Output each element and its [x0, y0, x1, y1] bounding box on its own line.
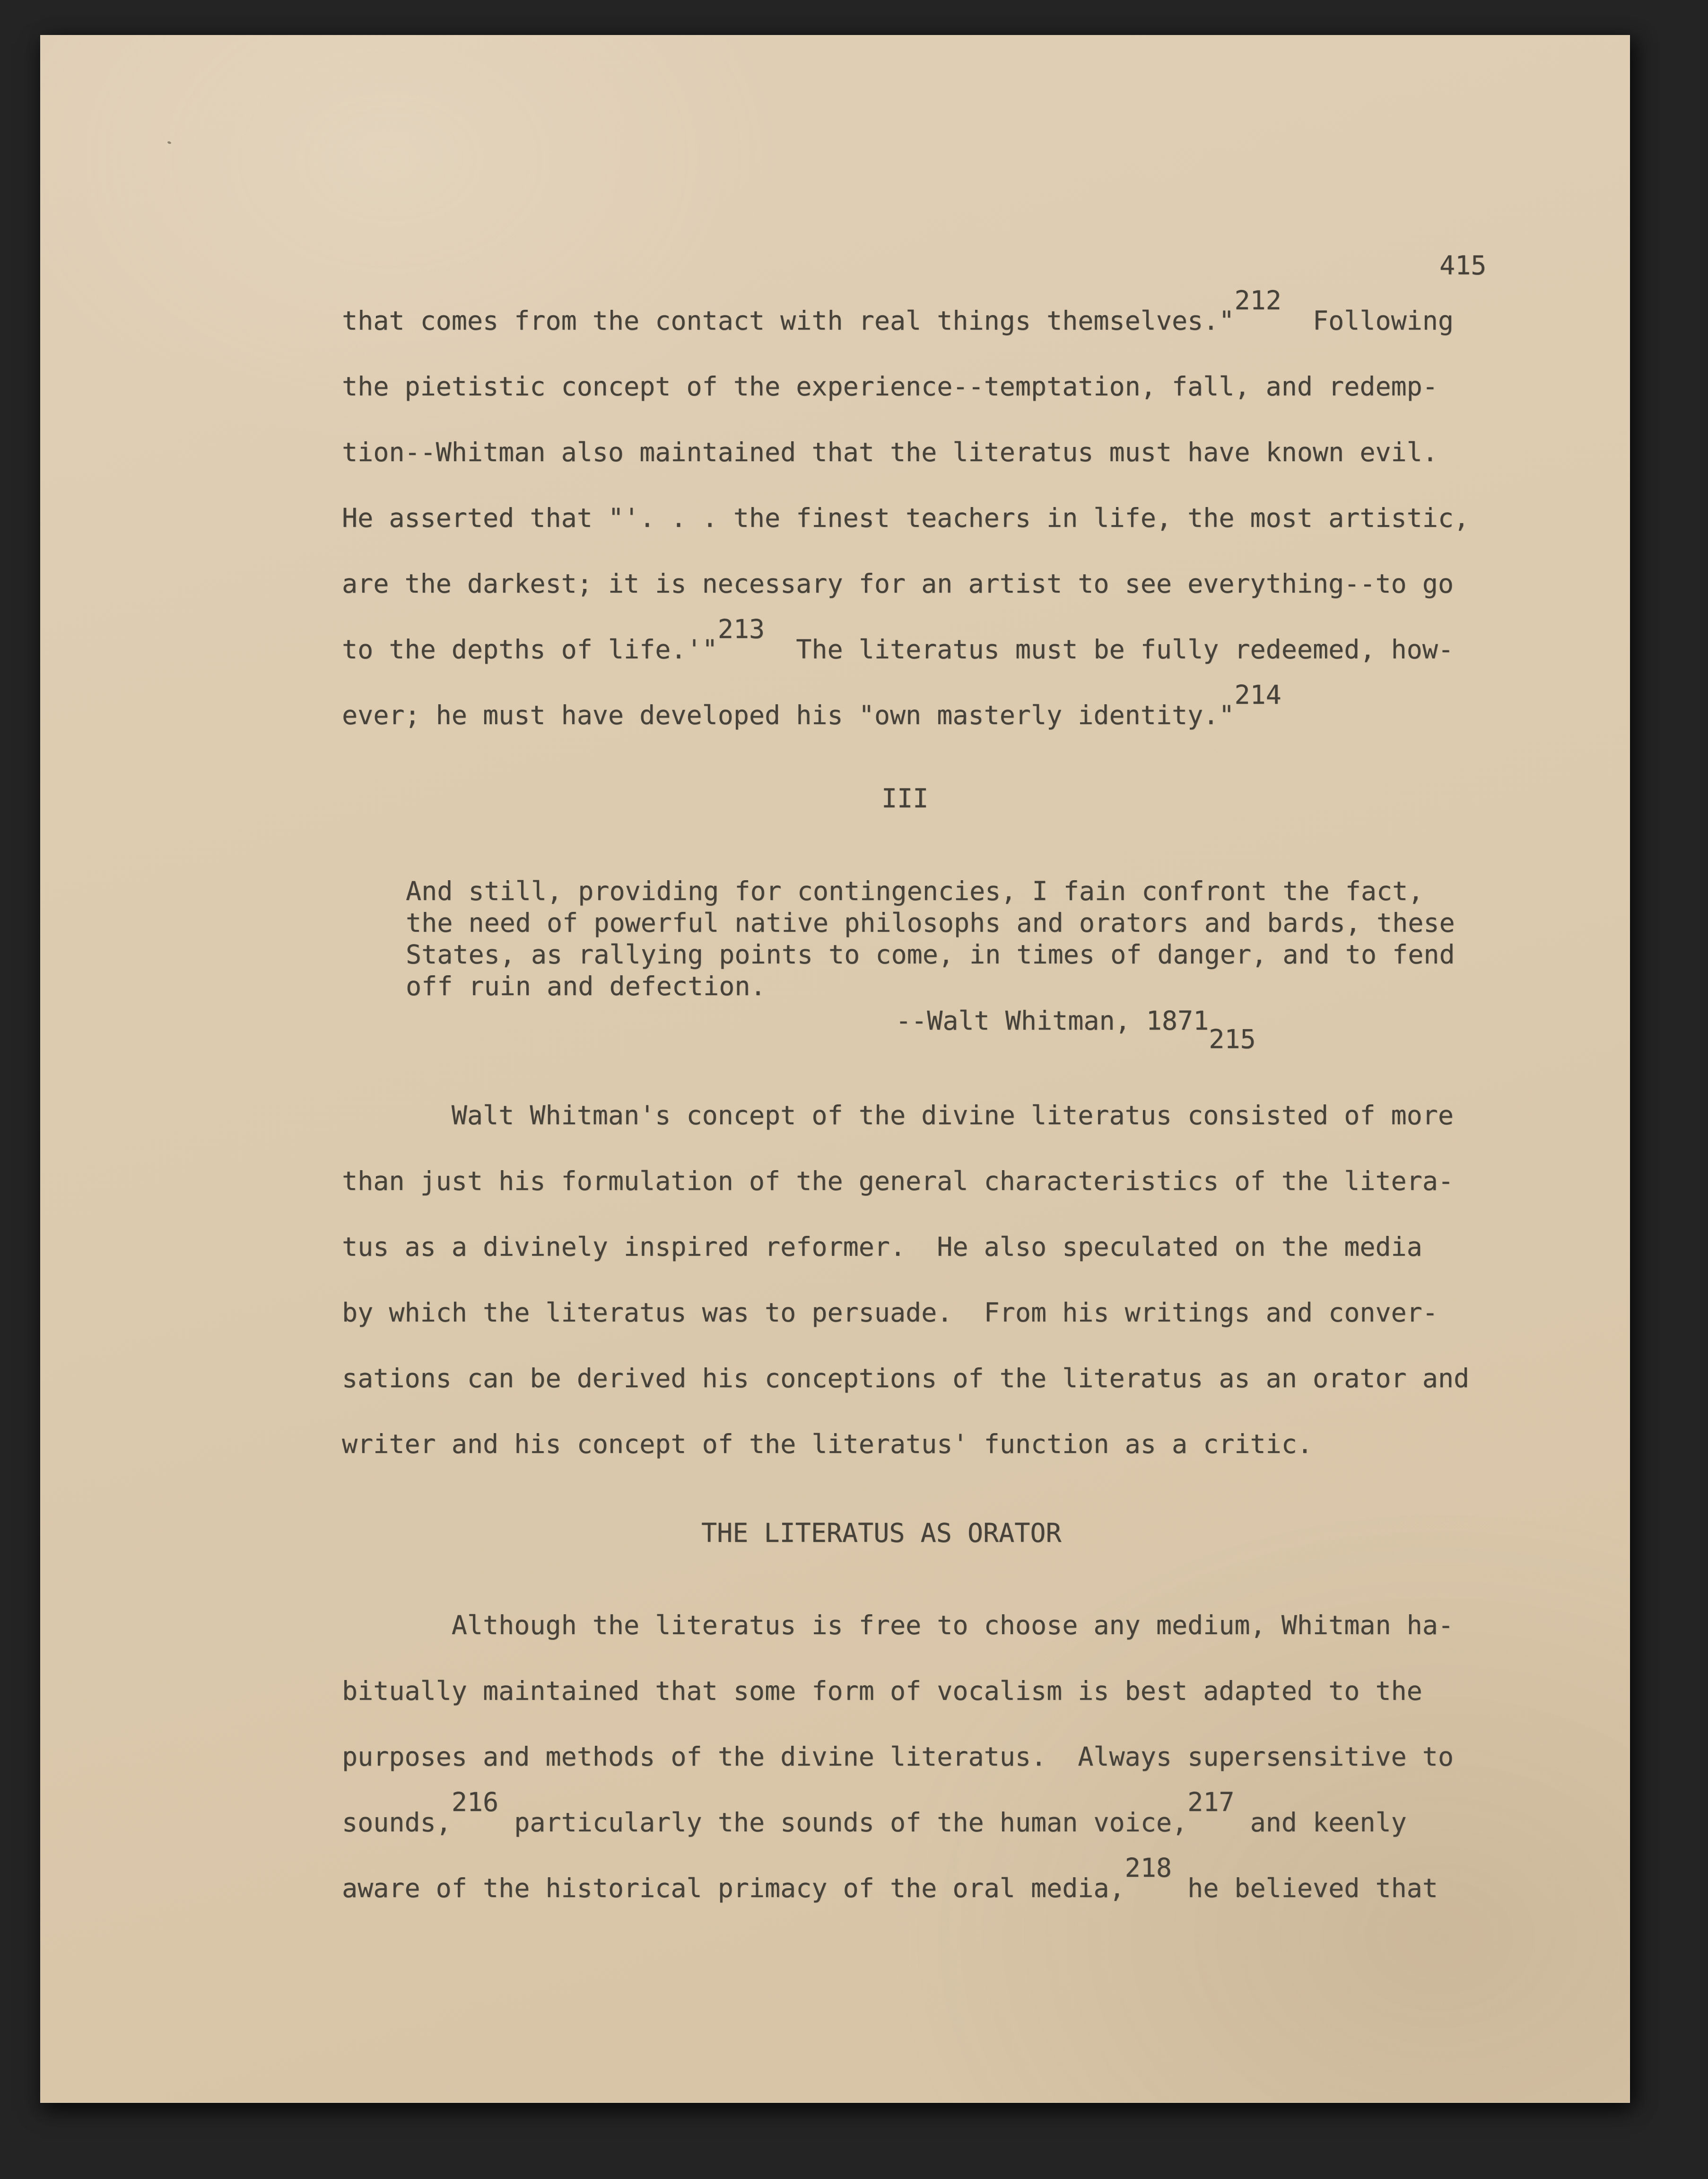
- text-run: by which the literatus was to persuade. From his writings and conver-: [342, 1297, 1438, 1328]
- text-run: The literatus must be fully redeemed, how-: [765, 634, 1454, 665]
- text-line: [342, 1658, 1454, 1724]
- text-line: [342, 354, 1469, 420]
- paragraph-middle: [342, 1083, 1469, 1477]
- footnote-superscript: 214: [1234, 680, 1281, 710]
- text-line: [342, 1148, 1469, 1214]
- text-run: the pietistic concept of the experience--temptation, fall, and redemp-: [342, 371, 1438, 402]
- text-line: [342, 1724, 1454, 1790]
- page-number: 415: [1439, 250, 1487, 280]
- text-run: Although the literatus is free to choose any medium, Whitman ha-: [342, 1610, 1454, 1640]
- text-line: [342, 1593, 1454, 1658]
- text-run: He asserted that "'. . . the finest teachers in life, the most artistic,: [342, 503, 1470, 533]
- text-run: Following: [1281, 306, 1454, 336]
- text-line: [342, 1214, 1469, 1280]
- text-line: [342, 1855, 1454, 1921]
- text-line: [406, 971, 1455, 1002]
- text-run: sounds,: [342, 1807, 452, 1838]
- text-run: And still, providing for contingencies, I fain confront the fact,: [406, 876, 1424, 906]
- typescript-page: [40, 35, 1630, 2103]
- text-run: than just his formulation of the general characteristics of the litera-: [342, 1166, 1454, 1196]
- text-line: [342, 420, 1469, 485]
- text-run: tus as a divinely inspired reformer. He also speculated on the media: [342, 1232, 1422, 1262]
- text-run: bitually maintained that some form of vocalism is best adapted to the: [342, 1676, 1422, 1706]
- text-run: Walt Whitman's concept of the divine literatus consisted of more: [342, 1100, 1454, 1130]
- text-run: off ruin and defection.: [406, 971, 766, 1001]
- text-line: [342, 285, 1469, 354]
- text-run: particularly the sounds of the human voice,: [498, 1807, 1188, 1838]
- text-run: States, as rallying points to come, in times of danger, and to fend: [406, 939, 1455, 970]
- quote-attribution: [896, 1005, 1256, 1054]
- text-line: [406, 875, 1455, 907]
- text-run: are the darkest; it is necessary for an artist to see everything--to go: [342, 569, 1454, 599]
- footnote-superscript: 213: [717, 614, 765, 645]
- section-heading-iii: III: [881, 783, 929, 814]
- text-line: [406, 939, 1455, 971]
- text-line: [342, 551, 1469, 617]
- text-run: writer and his concept of the literatus' function as a critic.: [342, 1429, 1313, 1459]
- footnote-superscript: 218: [1124, 1853, 1172, 1883]
- text-line: [342, 1787, 1454, 1855]
- text-run: purposes and methods of the divine literatus. Always supersensitive to: [342, 1741, 1454, 1772]
- text-line: [342, 1411, 1469, 1477]
- text-line: [342, 485, 1469, 551]
- paragraph-bottom: [342, 1593, 1454, 1921]
- paper-speck: [167, 141, 171, 144]
- text-run: aware of the historical primacy of the oral media,: [342, 1873, 1125, 1903]
- text-line: [896, 1005, 1256, 1054]
- paragraph-top: [342, 285, 1470, 748]
- footnote-superscript: 217: [1187, 1787, 1235, 1818]
- text-line: [342, 1346, 1469, 1411]
- text-line: [342, 680, 1469, 748]
- text-run: --Walt Whitman, 1871: [896, 1006, 1209, 1036]
- text-line: [342, 1083, 1469, 1148]
- text-run: he believed that: [1171, 1873, 1438, 1903]
- footnote-superscript: 216: [451, 1787, 499, 1818]
- text-line: [342, 614, 1469, 683]
- section-heading-literatus-as-orator: THE LITERATUS AS ORATOR: [701, 1518, 1062, 1548]
- text-line: [406, 907, 1455, 939]
- text-line: [342, 1280, 1469, 1346]
- footnote-superscript: 212: [1234, 285, 1281, 316]
- text-run: that comes from the contact with real things themselves.": [342, 306, 1235, 336]
- text-run: sations can be derived his conceptions of the literatus as an orator and: [342, 1363, 1470, 1393]
- block-quote: [406, 875, 1455, 1002]
- text-run: ever; he must have developed his "own masterly identity.": [342, 700, 1235, 730]
- footnote-subscript: 215: [1209, 1024, 1256, 1054]
- text-run: to the depths of life.'": [342, 634, 718, 665]
- text-run: tion--Whitman also maintained that the literatus must have known evil.: [342, 437, 1438, 467]
- text-run: and keenly: [1234, 1807, 1407, 1838]
- text-run: the need of powerful native philosophs and orators and bards, these: [406, 908, 1455, 938]
